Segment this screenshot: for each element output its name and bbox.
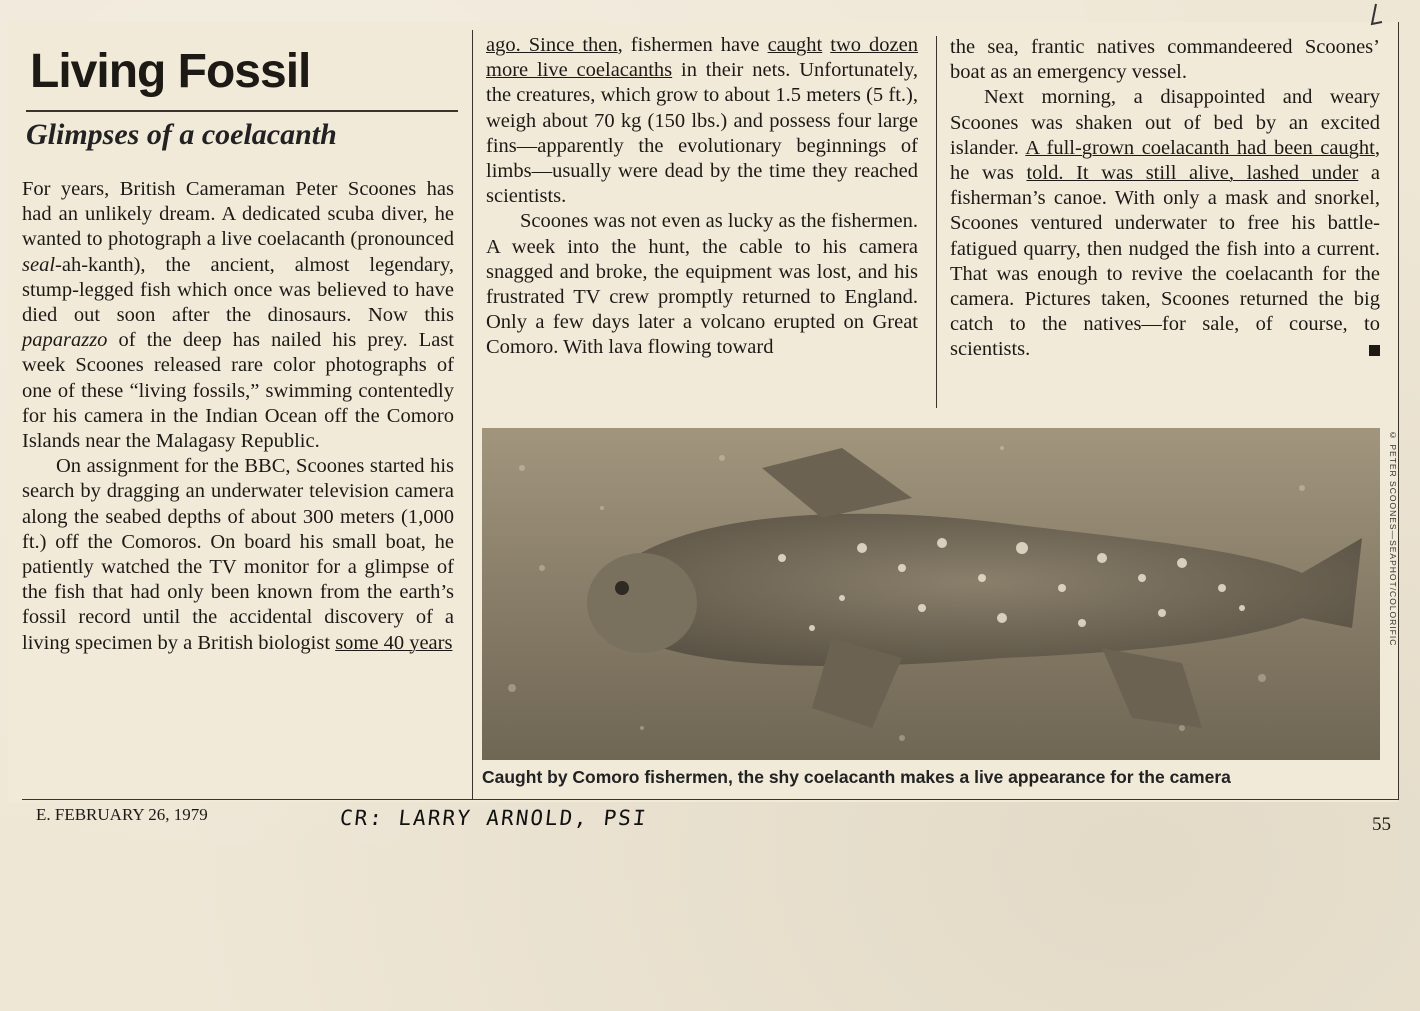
italic-run: seal [22,253,56,276]
underlined-run: some 40 years [335,631,453,654]
underlined-run: two dozen more live coelacanths [486,34,919,82]
article-subhead: Glimpses of a coelacanth [26,118,337,151]
issue-date: E. FEBRUARY 26, 1979 [36,805,208,824]
text-run: a fisherman’s canoe. With only a mask and snorkel, Scoones ventured underwater to free his battle-fatigued quarry, then nudged the fish into a current. That was enough to revive the coelacanth for the camera. Pictures taken, Scoones returned the big catch to the natives—for sale, of course, to scientists. [950,162,1380,361]
italic-run: paparazzo [22,329,108,352]
coelacanth-illustration [482,428,1380,760]
text-run: On assignment for the BBC, Scoones started his search by dragging an underwater television camera along the seabed depths of about 300 meters (1,000 ft.) off the Comoros. On board his small boat, he patiently watched the TV monitor for a glimpse of the fish that had only been known from the earth’s fossil record until the accidental discovery of a living specimen by a British biologist [22,455,454,654]
headline-rule [26,110,458,112]
text-run: in their nets. Unfortunately, the creatures, which grow to about 1.5 meters (5 ft.), weigh about 70 kg (150 lbs.) and possess four large fins—apparently the evolutionary beginnings of limbs—usually were dead by the time they reached scientists. [486,59,918,208]
text-run: , he was [950,136,1380,185]
column-rule-right [936,36,937,408]
text-run: For years, British Cameraman Peter Scoones has had an unlikely dream. A dedicated scuba diver, he wanted to photograph a live coelacanth (pronounced [22,178,454,251]
end-of-article-mark [1369,345,1380,356]
text-run: , fishermen have [617,34,768,56]
fish-eye [615,581,629,595]
text-run: -ah-kanth), the ancient, almost legendary, stump-legged fish which once was believed to have died out soon after the dinosaurs. Now this [22,253,454,327]
underlined-run: ago. Since then [486,34,618,56]
underlined-run: told. It was still alive, lashed under [1026,162,1359,185]
paragraph-3 [486,33,918,209]
text-run: the sea, frantic natives commandeered Scoones’ boat as an emergency vessel. [950,36,1380,84]
handwritten-note: CR: LARRY ARNOLD, PSI [338,806,649,830]
underlined-run: caught [767,34,823,56]
fish-head [587,553,697,653]
column-rule-left [472,30,473,800]
paragraph-5 [950,35,1380,85]
paragraph-1 [22,177,454,454]
pen-mark-icon [1362,2,1386,30]
coelacanth-photo [482,428,1380,760]
text-run: Next morning, a disappointed and weary Scoones was shaken out of bed by an excited islander. [950,86,1380,159]
photo-caption: Caught by Comoro fishermen, the shy coelacanth makes a live appearance for the camera [482,767,1231,787]
paragraph-6 [950,85,1380,362]
text-run: Scoones was not even as lucky as the fishermen. A week into the hunt, the cable to his camera snagged and broke, the equipment was lost, and his frustrated TV crew promptly returned to England. Only a few days later a volcano erupted on Great Comoro. With lava flowing toward [486,210,918,359]
page-number: 55 [1372,814,1391,835]
article-column-3 [950,35,1380,363]
article-headline: Living Fossil [30,45,311,98]
article-column-1 [22,177,454,656]
article-column-2 [486,33,918,361]
footer-rule [22,799,1398,800]
clipping-edge-right [1398,22,1399,800]
paragraph-2 [22,454,454,656]
paragraph-4 [486,209,918,360]
photo-credit: © PETER SCOONES—SEAPHOT/COLORIFIC [1388,430,1398,647]
underlined-run: A full-grown coelacanth had been caught [1025,136,1375,159]
text-run: of the deep has nailed his prey. Last week Scoones released rare color photographs of one of these “living fossils,” swimming contentedly for his camera in the Indian Ocean off the Comoro Islands near the Malagasy Republic. [22,329,454,453]
